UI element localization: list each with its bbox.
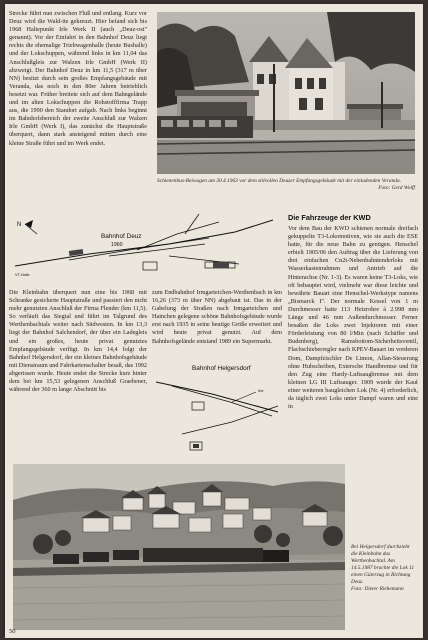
valley-train-image	[13, 464, 345, 630]
right-paragraph: Vor dem Bau der KWD schienen normale dreifach gekuppelte T3-Lokomotiven, wie sie auch die ESE hatte, für die neue Bahn zu genügen. Henschel erbielt 1905/06 den Auftrag über die Lieferung von drei einfachen Cn2t-Nebenbahntenderloks mit Wasserkastenrahmen und Antrieb auf die Hinterachse (Nr. 1-3). Es waren keine T3-Loks, wie oft behauptet wird, vielmehr war diese leichte und bewährte Bauart eine Henschel-Werkstype namens „Bismarck I". Der normale Kessel von 1 m Durchmesser hatte 113 Heizrohre à 2.998 mm Länge und 46 mm Außendurchmesser. Ferner besaßen die Loks zwei Injektoren mit einer Förderleistung von 80 l/Min (nach Schäffer und Budenberg), Ramsbottom-Sicherheitsventil, Flachschieberregler nach KPEV-Bauart im vorderen Dom, Dampfzischler De Limon, Allan-Steuerung ohne Hubscheiben, Exterscbe Handbremse und für den Zug eine Hardy-Luftsaugbremse mit dem kleinen LG III Luftsauger. 1909 wurde der Kauf einer weiteren baugleichen Lok (Nr. 4) erforderlich, da täglich zwei Loks unter Dampf waren und eine in	[288, 225, 418, 411]
north-arrow	[25, 220, 37, 234]
right-column-text	[288, 225, 418, 463]
map-helgersdorf	[152, 362, 282, 454]
mid-middle-text	[152, 289, 282, 359]
helgersdorf-top-label: Irle	[258, 388, 264, 393]
book-page	[5, 4, 423, 638]
north-label: N	[17, 222, 22, 228]
section-heading: Die Fahrzeuge der KWD	[288, 213, 371, 222]
mid-left-text	[9, 289, 147, 464]
top-left-text	[9, 10, 147, 202]
deuz-year-label: 1960	[111, 242, 123, 248]
page-number: 50	[9, 628, 16, 635]
deuz-side-label: VT-Halle	[15, 273, 30, 277]
station-building-image	[157, 12, 415, 174]
map-deuz	[9, 204, 279, 282]
mid-middle-paragraph: zum Endbahnhof Irmgarteichen-Werthenbach in km 16,26 (373 m über NN) abgebaut ist. Das in der Gabelung der Straßen nach Irmgarteichen und Hainchen gelegene schöne Bahnhofsgebäude wurde erst nach 1935 in seine heutige Größe erweitert und wird heute privat genutzt. Auf dem Bahnhofsgelände entstand 1989 ein Supermarkt.	[152, 289, 282, 345]
helgersdorf-station-label: Bahnhof Helgersdorf	[192, 365, 251, 372]
bottom-photo	[13, 464, 345, 630]
track-plan-helgersdorf	[152, 362, 282, 454]
bottom-photo-credit: Foto: Dieter Riehemann	[351, 586, 404, 592]
top-photo	[157, 12, 415, 174]
bottom-photo-caption-text: Bei Helgersdorf durchzieht die Kleinbahn das Werthenbachtal. Am 14.5.1987 brachte die Lok 11 einen Güterzug in Richtung Deuz.	[351, 544, 415, 585]
bottom-photo-caption	[351, 544, 415, 593]
mid-left-paragraph: Die Kleinbahn überquert nun eine bis 1968 mit Schranke gesicherte Hauptstraße und passiert den nicht mehr genutzten Anschluß der Firma Flender (km 11,5). So verläuft das Siegtal und führt im Talgrund des Werthenbachtals weiter nach Südwesten. In km 13,3 liegt der Bahnhof Salchendorf, der über ein Ladegleis und ein großes, heute privat genutztes Empfangsgebäude verfügt. In km 14,4 folgt der Bahnhof Helgersdorf, der ein kleines Bahnhofsgebäude mit Dienstraum und Fahrkartenschalter besaß, das 1992 abgerissen wurde. Heute endet die Strecke kurz hinter dem bei km 15,53 gelegenen Anschluß Graebener, während der 360 m lange Abschnitt bis	[9, 289, 147, 394]
top-photo-caption	[157, 178, 415, 192]
top-photo-credit: Foto: Gerd Wolff	[378, 185, 415, 191]
top-left-paragraph: Strecke führt nun zwischen Fluß und entlang. Kurz vor Deuz wird die Wald-ite gekreuzt. Hier befand sich bis 1968 Haltepunkt Irle Werk II (auch „Deuz-ost" genannt). Vor der Einfahrt in den Bahnhof Deuz liegt rechts die ehemalige Triebwagenhalle (heute Bushalle) und der Lokschuppen, während links in km 11,04 das Anschlußgleis zur Walzen Irle GmbH (Werk II) abzweigt. Der Bahnhof Deuz in km 11,5 (317 m über NN) besitzt durch sein großes Empfangsgebäude mit Veranda, das noch in den 80er Jahren betrieblich besetzt war. Früher breitete sich auf dem Bahngelände und im alten Lokschuppen die Rohstofffirma Trapp aus, die 1990 den Standort aufgab. Nach links beginnt im Bahnhofsbereich der zweite Anschluß zur Walzen Irle GmbH (Werk I), das zunächst die Hauptstraße überquert, dann stark ansteigend mitten durch eine kleine Straße führt und im Werk endet.	[9, 10, 147, 147]
top-photo-caption-text: Schienenbus-Beiwagen am 30.4.1963 vor dem stilvollen Deuzer Empfangsgebäude mit der einladenden Veranda.	[157, 178, 402, 184]
deuz-station-label: Bahnhof Deuz	[101, 233, 142, 240]
track-plan-deuz	[9, 204, 279, 282]
